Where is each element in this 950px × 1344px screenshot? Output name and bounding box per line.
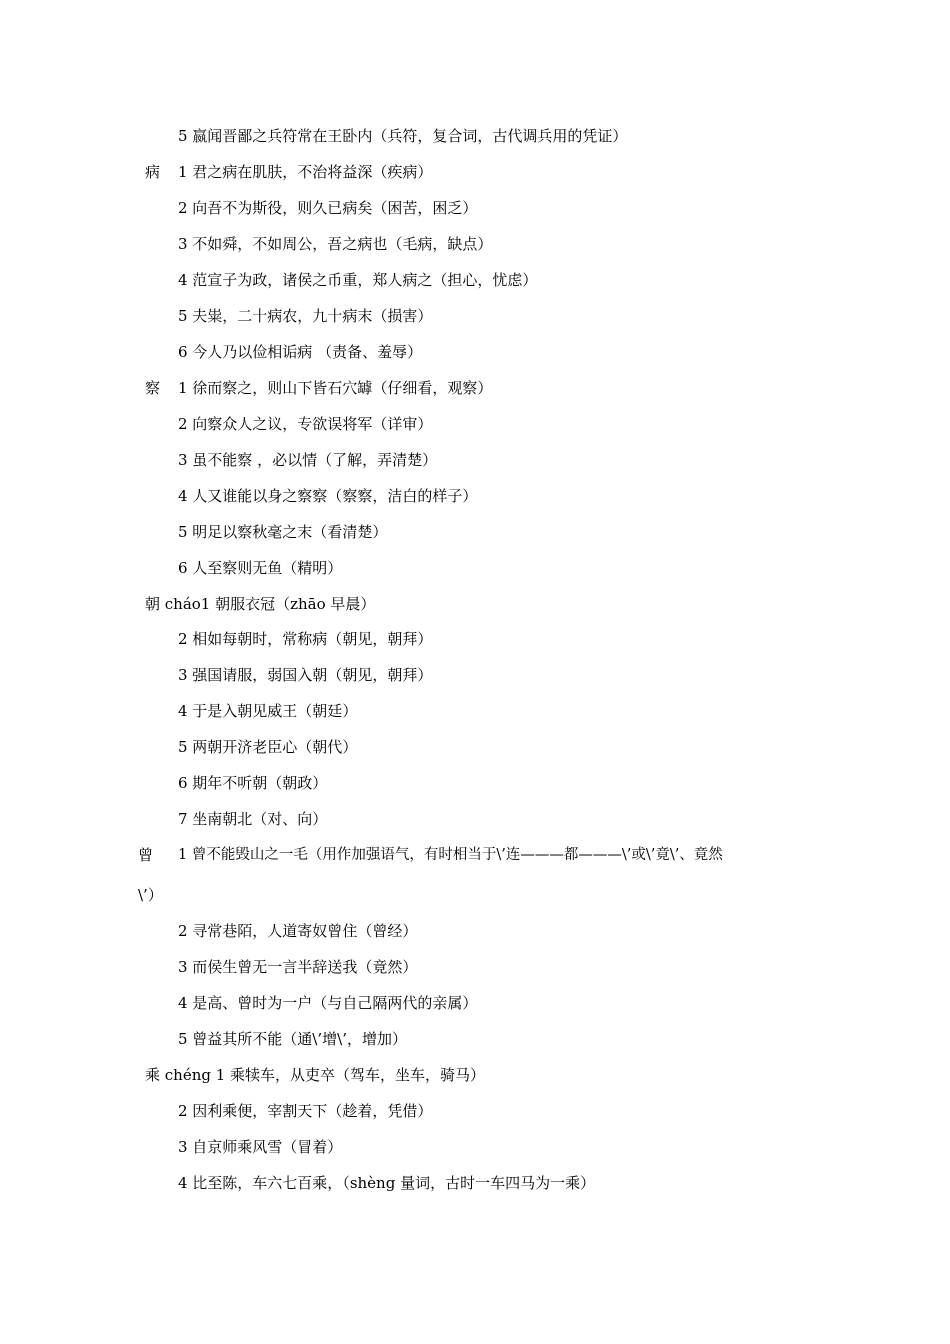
text-line: 2 向吾不为斯役，则久已病矣（困苦，困乏） [178, 199, 478, 217]
text-line: 6 今人乃以俭相诟病 （责备、羞辱） [178, 343, 423, 361]
text-line: 2 寻常巷陌，人道寄奴曾住（曾经） [178, 922, 418, 940]
text-line: 3 自京师乘风雪（冒着） [178, 1138, 343, 1156]
text-line: 5 夫粜，二十病农，九十病末（损害） [178, 307, 433, 325]
text-line: 1 曾不能毁山之一毛（用作加强语气，有时相当于\’连———都———\’或\’竟\’、竟然 [178, 847, 723, 863]
text-line: 乘 chéng 1 乘犊车，从吏卒（驾车，坐车，骑马） [145, 1066, 486, 1084]
text-line: 4 范宣子为政，诸侯之币重，郑人病之（担心，忧虑） [178, 271, 538, 289]
text-line: 5 曾益其所不能（通\’增\’，增加） [178, 1030, 407, 1048]
text-line: 4 比至陈，车六七百乘，（shèng 量词，古时一车四马为一乘） [178, 1174, 596, 1192]
text-line: 5 明足以察秋毫之末（看清楚） [178, 523, 388, 541]
text-line: 1 徐而察之，则山下皆石穴罅（仔细看，观察） [178, 379, 493, 397]
text-line: 3 而侯生曾无一言半辞送我（竟然） [178, 958, 418, 976]
headword: 曾 [138, 846, 154, 864]
text-line: 4 人又谁能以身之察察（察察，洁白的样子） [178, 487, 478, 505]
text-line: 3 强国请服，弱国入朝（朝见，朝拜） [178, 666, 433, 684]
text-line: 2 相如每朝时，常称病（朝见，朝拜） [178, 630, 433, 648]
text-line: 2 因利乘便，宰割天下（趁着，凭借） [178, 1102, 433, 1120]
text-line: 7 坐南朝北（对、向） [178, 810, 328, 828]
text-line: 1 君之病在肌肤，不治将益深（疾病） [178, 163, 433, 181]
text-line: 5 嬴闻晋鄙之兵符常在王卧内（兵符，复合词，古代调兵用的凭证） [178, 127, 628, 145]
text-line: 2 向察众人之议，专欲误将军（详审） [178, 415, 433, 433]
headword: 病 [145, 163, 161, 181]
headword: 察 [145, 379, 161, 397]
text-line: 4 于是入朝见威王（朝廷） [178, 702, 358, 720]
text-line: 4 是高、曾时为一户（与自己隔两代的亲属） [178, 994, 478, 1012]
text-line: 3 虽不能察 ，必以情（了解，弄清楚） [178, 451, 438, 469]
text-line: 5 两朝开济老臣心（朝代） [178, 738, 358, 756]
text-line: \’） [138, 886, 163, 904]
text-line: 6 期年不听朝（朝政） [178, 774, 328, 792]
text-line: 6 人至察则无鱼（精明） [178, 559, 343, 577]
text-line: 朝 cháo1 朝服衣冠（zhāo 早晨） [145, 595, 376, 613]
text-line: 3 不如舜，不如周公，吾之病也（毛病，缺点） [178, 235, 493, 253]
